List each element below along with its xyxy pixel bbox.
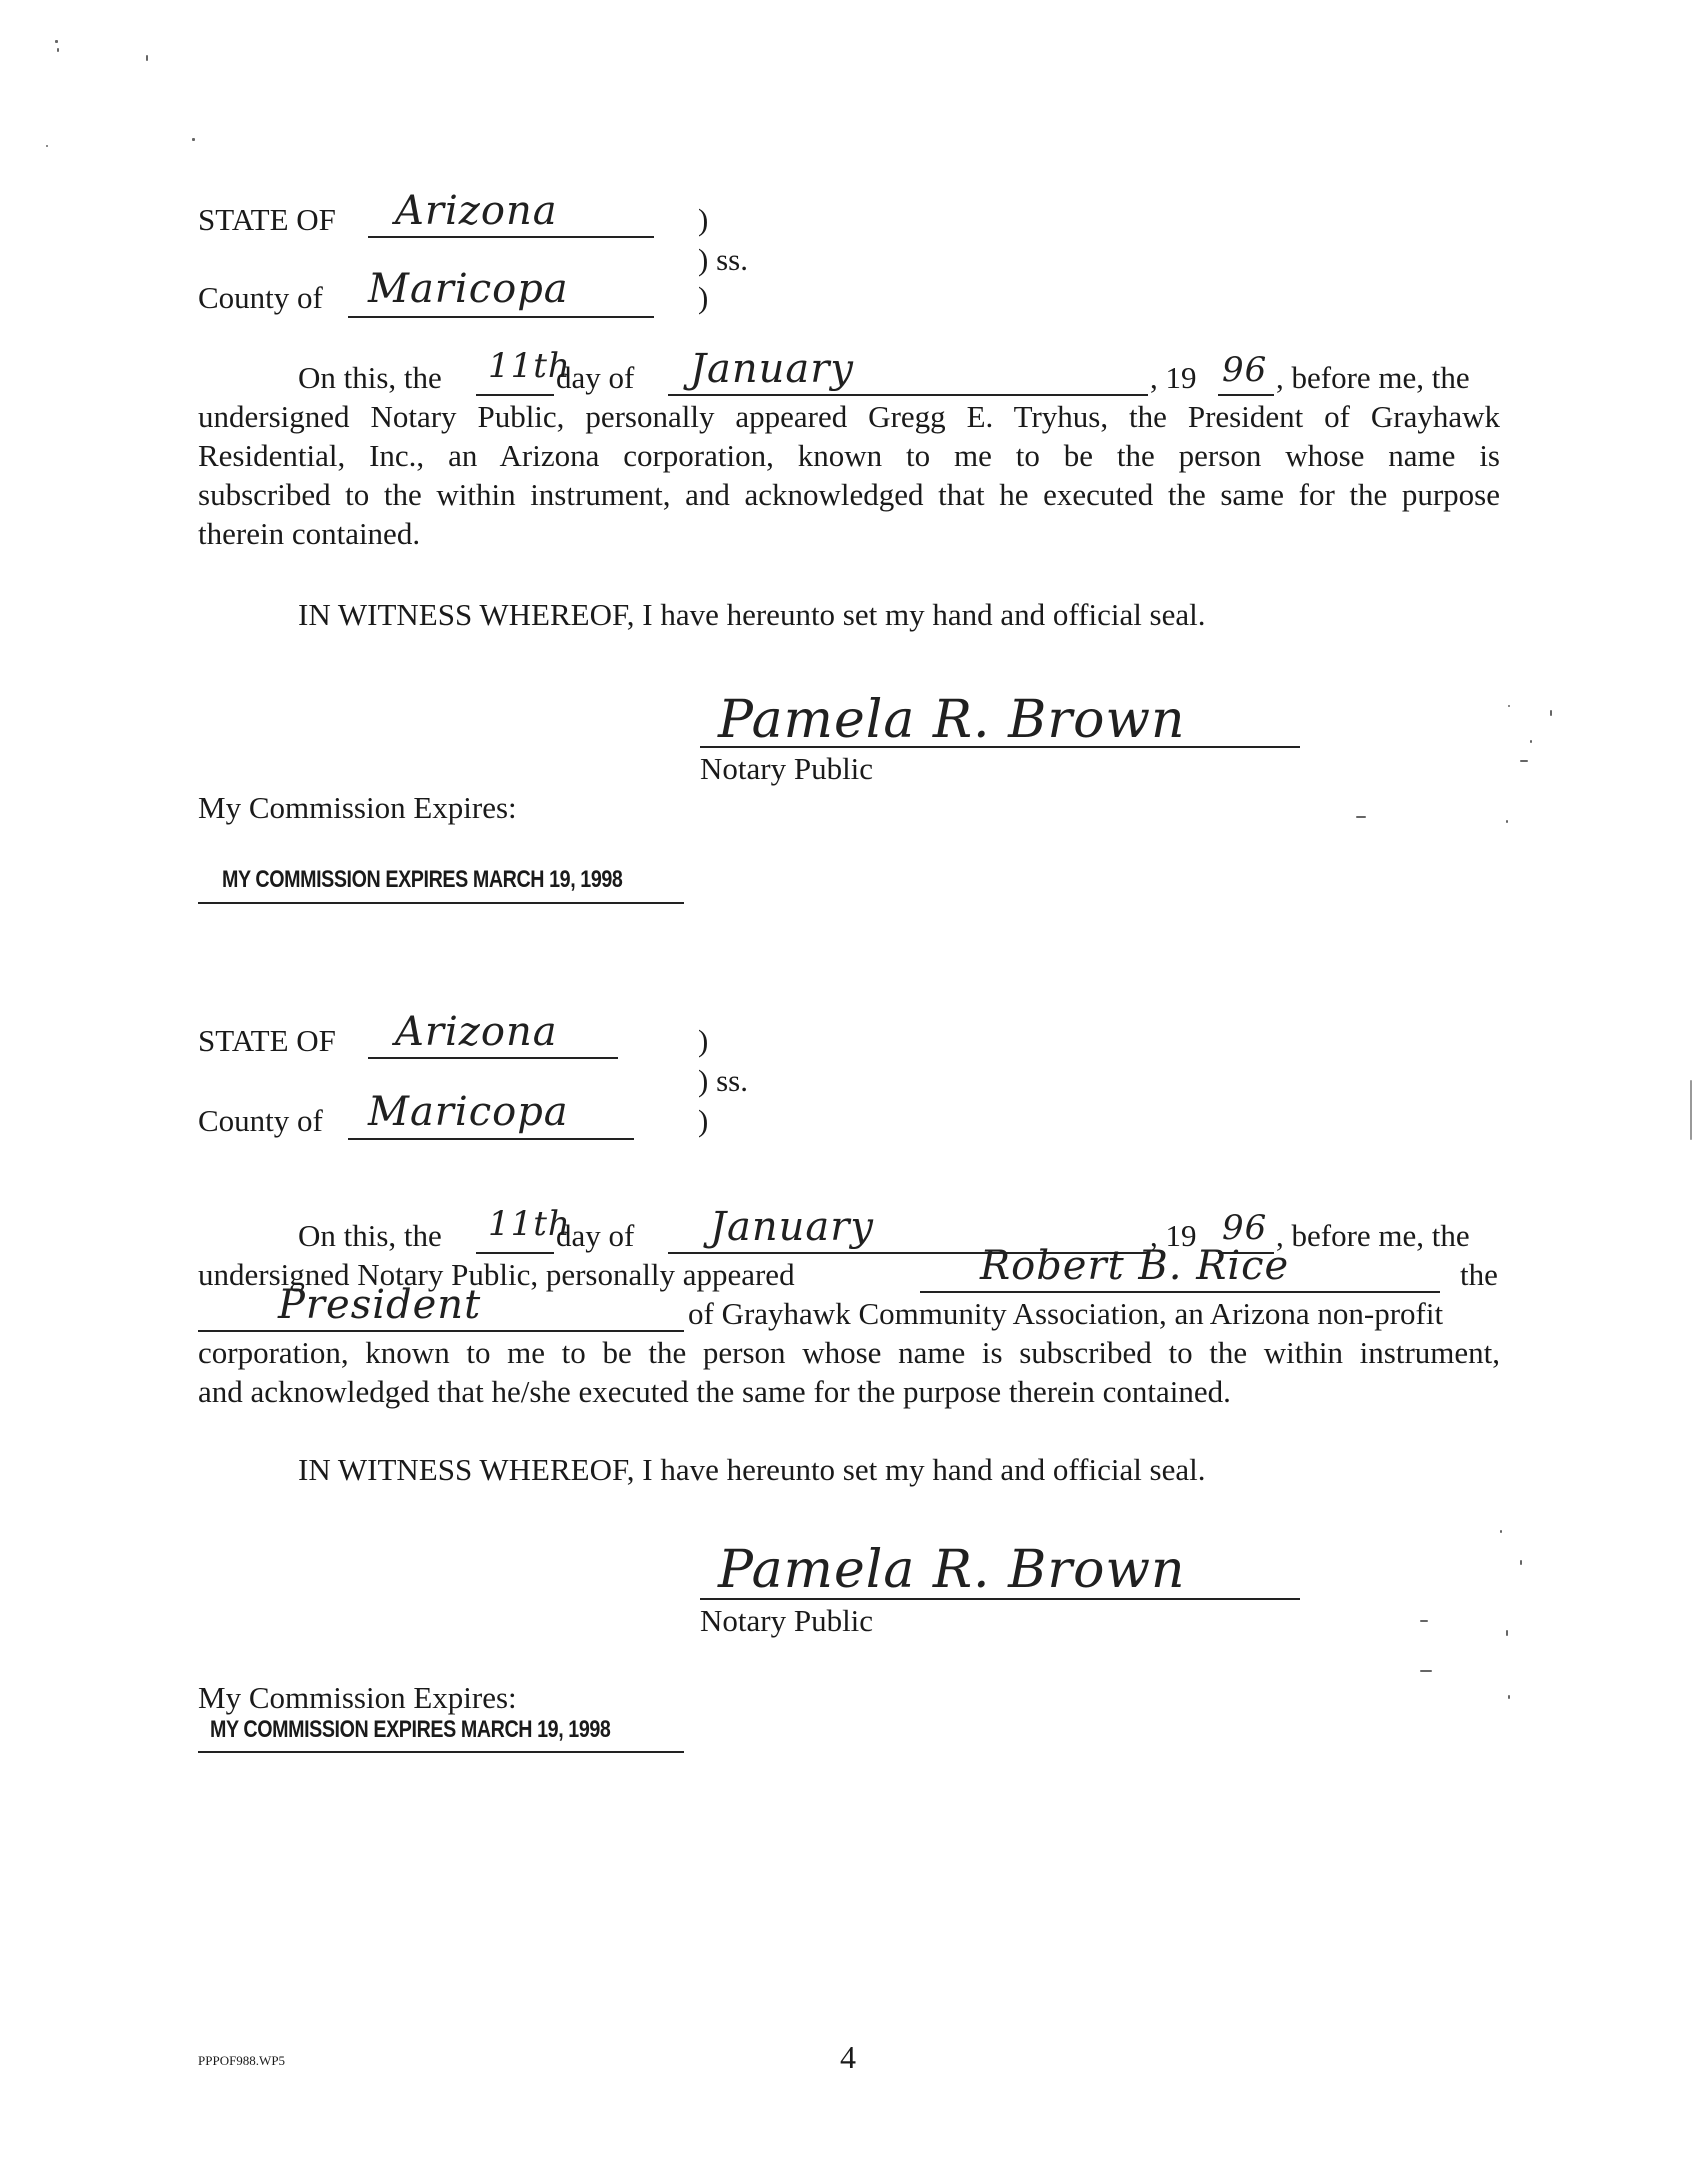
county-label: County of — [198, 280, 323, 315]
month-underline — [668, 394, 1148, 396]
scan-speck — [55, 40, 58, 43]
scan-speck — [1506, 1630, 1508, 1636]
paragraph-text: of Grayhawk Community Association, an Arizona non-profit — [688, 1296, 1444, 1331]
paragraph-line: Residential, Inc., an Arizona corporation, known to me to be the person whose name is — [198, 438, 1500, 473]
notary-public-label: Notary Public — [700, 751, 874, 786]
notary-public-label: Notary Public — [700, 1603, 874, 1638]
paragraph-text: the — [1460, 1257, 1498, 1292]
day-of-text: day of — [556, 360, 635, 395]
signature-line — [700, 746, 1300, 748]
after-year-text: , before me, the — [1276, 1218, 1470, 1253]
day-underline — [476, 1252, 554, 1254]
state-label: STATE OF — [198, 1023, 336, 1058]
state-label: STATE OF — [198, 202, 336, 237]
scan-speck — [1506, 820, 1508, 823]
paragraph-line: therein contained. — [198, 516, 421, 551]
notary-signature: Pamela R. Brown — [718, 690, 1186, 750]
state-underline — [368, 1057, 618, 1059]
county-underline — [348, 316, 654, 318]
paragraph-line: and acknowledged that he/she executed the same for the purpose therein contained. — [198, 1374, 1231, 1409]
paragraph-line: undersigned Notary Public, personally appeared Gregg E. Tryhus, the President of Grayhawk — [198, 399, 1500, 434]
scan-speck — [1690, 1080, 1692, 1140]
commission-label: My Commission Expires: — [198, 790, 517, 825]
state-handwritten: Arizona — [395, 1009, 558, 1055]
year-prefix: , 19 — [1150, 1218, 1197, 1253]
year-underline — [1218, 394, 1274, 396]
month-handwritten: January — [690, 346, 854, 392]
title-underline — [198, 1330, 684, 1332]
paren: ) — [698, 202, 709, 237]
paren: ) — [698, 280, 709, 315]
day-handwritten: 11th — [488, 1204, 571, 1244]
scan-speck — [1520, 1560, 1522, 1565]
title-handwritten: President — [278, 1282, 482, 1328]
year-handwritten: 96 — [1222, 1208, 1268, 1248]
scan-speck — [1520, 760, 1528, 762]
county-handwritten: Maricopa — [368, 266, 569, 312]
on-this-text: On this, the — [298, 360, 442, 395]
commission-underline — [198, 1751, 684, 1753]
day-of-text: day of — [556, 1218, 635, 1253]
scan-speck — [1420, 1620, 1428, 1622]
scan-speck — [46, 145, 48, 147]
scan-speck — [57, 48, 59, 52]
file-code: PPPOF988.WP5 — [198, 2053, 286, 2068]
witness-text: IN WITNESS WHEREOF, I have hereunto set my hand and official seal. — [298, 1452, 1206, 1487]
commission-underline — [198, 902, 684, 904]
scan-speck — [1508, 705, 1510, 707]
commission-stamp: MY COMMISSION EXPIRES MARCH 19, 1998 — [222, 866, 623, 893]
scan-speck — [1508, 1695, 1510, 1699]
scan-speck — [1500, 1530, 1502, 1533]
paragraph-line: subscribed to the within instrument, and acknowledged that he executed the same for the purpose — [198, 477, 1500, 512]
state-handwritten: Arizona — [395, 188, 558, 234]
county-label: County of — [198, 1103, 323, 1138]
person-underline — [920, 1291, 1440, 1293]
scan-speck — [192, 138, 195, 141]
paren: ) — [698, 1103, 709, 1138]
page-number: 4 — [840, 2039, 856, 2075]
scan-speck — [1420, 1670, 1432, 1672]
scan-speck — [1550, 710, 1552, 716]
on-this-text: On this, the — [298, 1218, 442, 1253]
month-handwritten: January — [710, 1204, 874, 1250]
witness-text: IN WITNESS WHEREOF, I have hereunto set my hand and official seal. — [298, 597, 1206, 632]
paren: ) — [698, 1023, 709, 1058]
year-prefix: , 19 — [1150, 360, 1197, 395]
day-underline — [476, 394, 554, 396]
commission-label: My Commission Expires: — [198, 1680, 517, 1715]
county-underline — [348, 1138, 634, 1140]
county-handwritten: Maricopa — [368, 1089, 569, 1135]
commission-stamp: MY COMMISSION EXPIRES MARCH 19, 1998 — [210, 1716, 611, 1743]
signature-line — [700, 1598, 1300, 1600]
scan-speck — [1356, 816, 1366, 818]
year-handwritten: 96 — [1222, 350, 1268, 390]
scan-speck — [1530, 740, 1532, 743]
scan-speck — [146, 55, 148, 61]
state-underline — [368, 236, 654, 238]
day-handwritten: 11th — [488, 346, 571, 386]
person-handwritten: Robert B. Rice — [980, 1243, 1290, 1289]
ss-marker: ) ss. — [698, 1063, 748, 1098]
paragraph-text: undersigned Notary Public, personally appeared — [198, 1257, 795, 1292]
after-year-text: , before me, the — [1276, 360, 1470, 395]
paragraph-line: corporation, known to me to be the person whose name is subscribed to the within instrument, — [198, 1335, 1500, 1370]
ss-marker: ) ss. — [698, 242, 748, 277]
notary-signature: Pamela R. Brown — [718, 1540, 1186, 1600]
